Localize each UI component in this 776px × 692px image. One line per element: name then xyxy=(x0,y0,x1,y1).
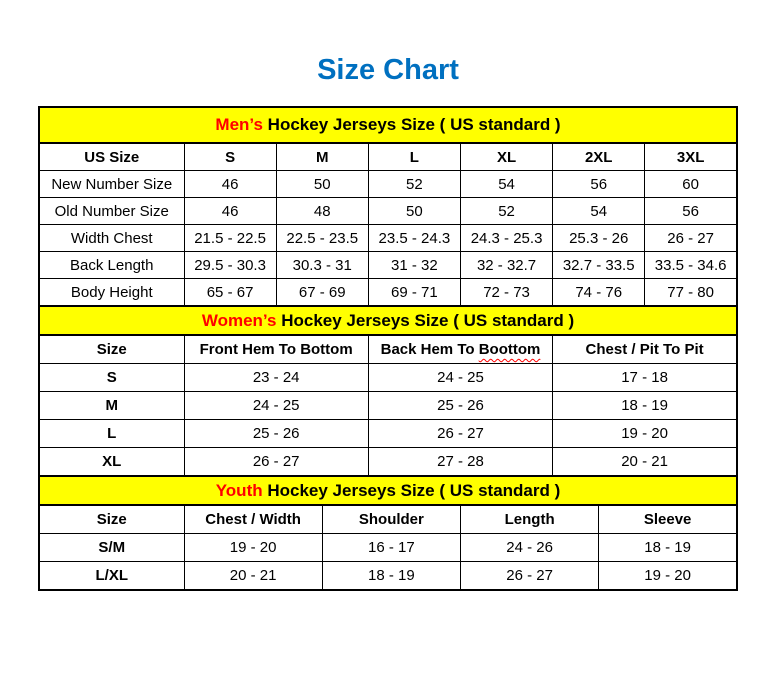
size-value: 72 - 73 xyxy=(460,279,552,307)
table-row xyxy=(39,364,737,392)
mens-band-row xyxy=(39,107,737,143)
youth-title-accent: Youth xyxy=(215,480,263,500)
size-value: 19 - 20 xyxy=(599,562,737,591)
size-value: 32.7 - 33.5 xyxy=(553,252,645,279)
table-row xyxy=(39,534,737,562)
size-value: 65 - 67 xyxy=(184,279,276,307)
size-value: 54 xyxy=(460,171,552,198)
column-header: S xyxy=(184,143,276,171)
row-label: Back Length xyxy=(39,252,184,279)
mens-table-title xyxy=(39,107,737,143)
row-label: L/XL xyxy=(39,562,184,591)
mens-header-row xyxy=(39,143,737,171)
youth-band-row xyxy=(39,476,737,505)
size-value: 20 - 21 xyxy=(553,448,737,477)
table-row xyxy=(39,448,737,477)
column-header: Chest / Width xyxy=(184,505,322,534)
table-row xyxy=(39,562,737,591)
row-label: Body Height xyxy=(39,279,184,307)
row-label: Width Chest xyxy=(39,225,184,252)
size-value: 22.5 - 23.5 xyxy=(276,225,368,252)
mens-title-rest: Hockey Jerseys Size ( US standard ) xyxy=(262,115,561,134)
size-value: 67 - 69 xyxy=(276,279,368,307)
size-value: 21.5 - 22.5 xyxy=(184,225,276,252)
size-value: 18 - 19 xyxy=(322,562,460,591)
size-value: 25 - 26 xyxy=(368,392,552,420)
size-value: 25.3 - 26 xyxy=(553,225,645,252)
misspelled-word: Boottom xyxy=(478,341,541,358)
row-label: New Number Size xyxy=(39,171,184,198)
size-value: 52 xyxy=(368,171,460,198)
size-value: 74 - 76 xyxy=(553,279,645,307)
column-header: XL xyxy=(460,143,552,171)
womens-title-rest: Hockey Jerseys Size ( US standard ) xyxy=(276,310,575,330)
womens-table-title xyxy=(39,306,737,335)
size-value: 24.3 - 25.3 xyxy=(460,225,552,252)
size-value: 29.5 - 30.3 xyxy=(184,252,276,279)
column-header: M xyxy=(276,143,368,171)
column-header: 3XL xyxy=(645,143,737,171)
size-value: 46 xyxy=(184,198,276,225)
size-value: 77 - 80 xyxy=(645,279,737,307)
table-row xyxy=(39,171,737,198)
size-value: 50 xyxy=(368,198,460,225)
column-header: Shoulder xyxy=(322,505,460,534)
size-value: 32 - 32.7 xyxy=(460,252,552,279)
row-label: XL xyxy=(39,448,184,477)
size-value: 26 - 27 xyxy=(184,448,368,477)
size-value: 19 - 20 xyxy=(184,534,322,562)
table-row xyxy=(39,225,737,252)
mens-title-accent: Men’s xyxy=(215,115,263,134)
womens-size-table xyxy=(38,305,738,477)
size-value: 25 - 26 xyxy=(184,420,368,448)
page-title: Size Chart xyxy=(317,54,459,86)
size-value: 33.5 - 34.6 xyxy=(645,252,737,279)
table-row xyxy=(39,279,737,307)
size-value: 46 xyxy=(184,171,276,198)
size-value: 16 - 17 xyxy=(322,534,460,562)
row-label: Old Number Size xyxy=(39,198,184,225)
mens-size-table xyxy=(38,106,738,307)
column-header: Sleeve xyxy=(599,505,737,534)
youth-table-title xyxy=(39,476,737,505)
youth-title-rest: Hockey Jerseys Size ( US standard ) xyxy=(262,480,561,500)
column-header: 2XL xyxy=(553,143,645,171)
row-label: S xyxy=(39,364,184,392)
column-header: Length xyxy=(461,505,599,534)
column-header: Front Hem To Bottom xyxy=(184,335,368,364)
table-row xyxy=(39,392,737,420)
size-value: 24 - 25 xyxy=(368,364,552,392)
size-value: 26 - 27 xyxy=(368,420,552,448)
row-label: L xyxy=(39,420,184,448)
youth-header-row xyxy=(39,505,737,534)
size-value: 48 xyxy=(276,198,368,225)
size-value: 20 - 21 xyxy=(184,562,322,591)
size-value: 54 xyxy=(553,198,645,225)
size-value: 18 - 19 xyxy=(599,534,737,562)
womens-band-row xyxy=(39,306,737,335)
size-value: 18 - 19 xyxy=(553,392,737,420)
size-chart xyxy=(38,106,738,591)
column-header: Chest / Pit To Pit xyxy=(553,335,737,364)
column-header-text: Back Hem To xyxy=(380,341,479,358)
table-row xyxy=(39,252,737,279)
size-value: 56 xyxy=(645,198,737,225)
size-value: 26 - 27 xyxy=(461,562,599,591)
size-value: 24 - 26 xyxy=(461,534,599,562)
size-value: 26 - 27 xyxy=(645,225,737,252)
size-value: 27 - 28 xyxy=(368,448,552,477)
size-value: 30.3 - 31 xyxy=(276,252,368,279)
column-header: Size xyxy=(39,505,184,534)
womens-title-accent: Women’s xyxy=(201,310,277,330)
size-value: 24 - 25 xyxy=(184,392,368,420)
size-value: 52 xyxy=(460,198,552,225)
size-value: 19 - 20 xyxy=(553,420,737,448)
size-value: 69 - 71 xyxy=(368,279,460,307)
size-value: 23.5 - 24.3 xyxy=(368,225,460,252)
size-value: 31 - 32 xyxy=(368,252,460,279)
size-value: 23 - 24 xyxy=(184,364,368,392)
column-header: Size xyxy=(39,335,184,364)
youth-size-table xyxy=(38,475,738,591)
womens-header-row xyxy=(39,335,737,364)
size-value: 50 xyxy=(276,171,368,198)
size-value: 17 - 18 xyxy=(553,364,737,392)
table-row xyxy=(39,198,737,225)
column-header: US Size xyxy=(39,143,184,171)
row-label: S/M xyxy=(39,534,184,562)
size-value: 56 xyxy=(553,171,645,198)
row-label: M xyxy=(39,392,184,420)
table-row xyxy=(39,420,737,448)
column-header xyxy=(368,335,552,364)
size-value: 60 xyxy=(645,171,737,198)
column-header: L xyxy=(368,143,460,171)
